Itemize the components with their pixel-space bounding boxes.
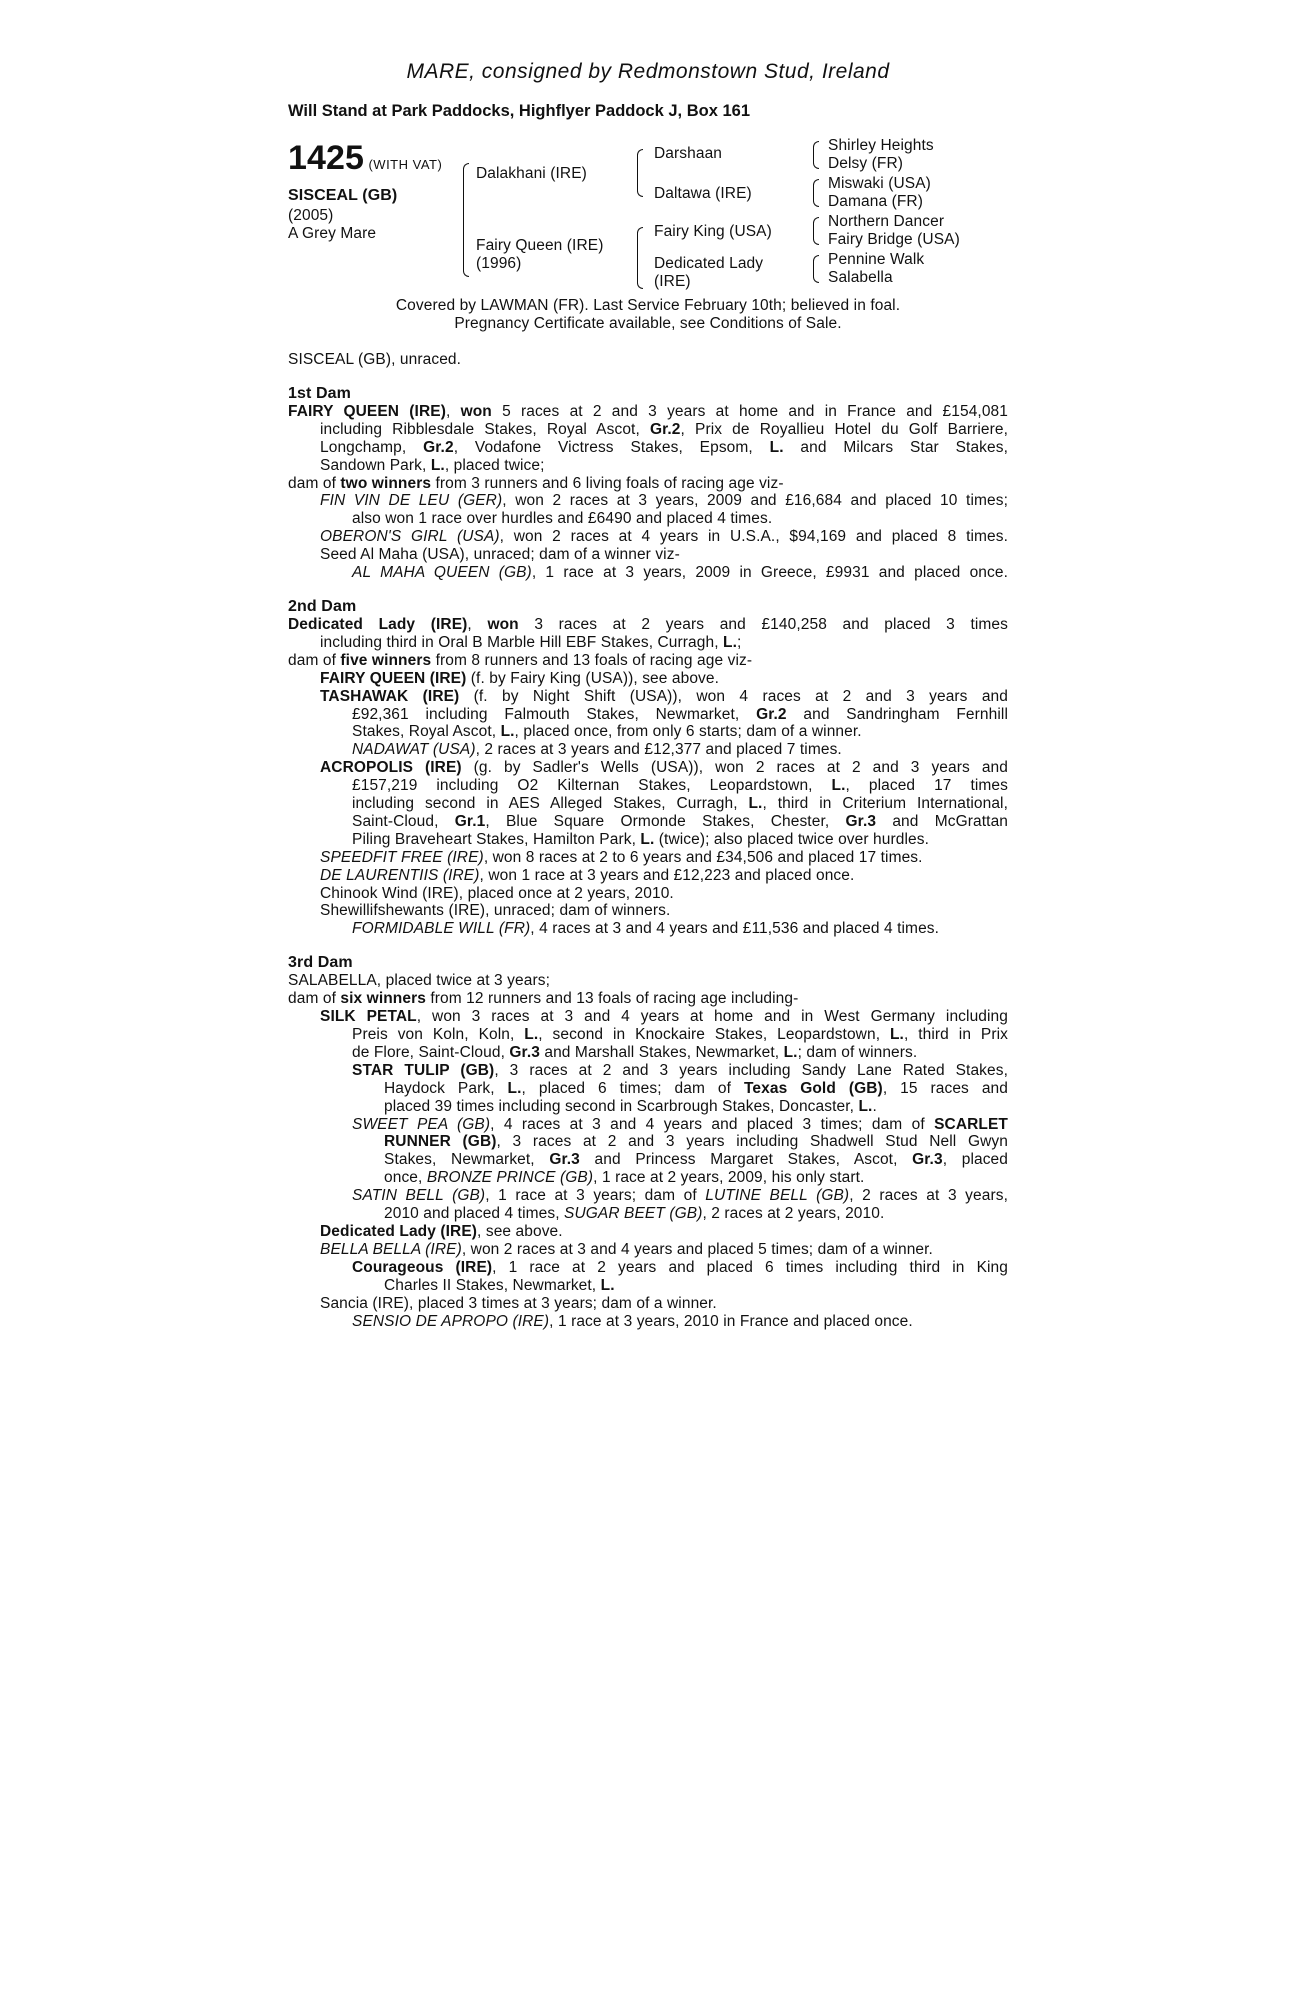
text-line: once, BRONZE PRINCE (GB), 1 race at 2 years, 2009, his only start. bbox=[384, 1169, 865, 1187]
text-line: £92,361 including Falmouth Stakes, Newmarket, Gr.2 and Sandringham Fernhill bbox=[352, 705, 1008, 723]
text-line: dam of six winners from 12 runners and 13 foals of racing age including- bbox=[288, 990, 799, 1008]
text-line: Dedicated Lady (IRE), won 3 races at 2 years and £140,258 and placed 3 times bbox=[288, 615, 1008, 633]
text-line: Preis von Koln, Koln, L., second in Knockaire Stakes, Leopardstown, L., third in Prix bbox=[352, 1026, 1009, 1043]
pedigree-dsd: Fairy Bridge (USA) bbox=[828, 231, 960, 248]
text-line: TASHAWAK (IRE) (f. by Night Shift (USA)), won 4 races at 2 and 3 years and bbox=[320, 687, 1009, 705]
section-heading: 3rd Dam bbox=[288, 954, 353, 972]
text-line: Piling Braveheart Stakes, Hamilton Park, L. (twice); also placed twice over hurdles. bbox=[352, 830, 929, 848]
catalogue-page bbox=[288, 60, 1008, 1346]
text-line: including Ribblesdale Stakes, Royal Ascot, Gr.2, Prix de Royallieu Hotel du Golf Barriere, bbox=[320, 420, 1008, 438]
horse-description: A Grey Mare bbox=[288, 225, 377, 242]
vat-note: (WITH VAT) bbox=[368, 157, 443, 172]
pedigree-brace bbox=[637, 227, 643, 289]
text-line: SENSIO DE APROPO (IRE), 1 race at 3 years, 2010 in France and placed once. bbox=[352, 1312, 913, 1330]
text-line: Stakes, Newmarket, Gr.3 and Princess Margaret Stakes, Ascot, Gr.3, placed bbox=[384, 1151, 1008, 1169]
text-line: also won 1 race over hurdles and £6490 and placed 4 times. bbox=[352, 510, 773, 528]
text-line: including third in Oral B Marble Hill EBF Stakes, Curragh, L.; bbox=[320, 633, 742, 651]
text-line: FIN VIN DE LEU (GER), won 2 races at 3 years, 2009 and £16,684 and placed 10 times; bbox=[320, 492, 1008, 510]
text-line: including second in AES Alleged Stakes, Curragh, L., third in Criterium International, bbox=[352, 795, 1008, 813]
text-line: SALABELLA, placed twice at 3 years; bbox=[288, 972, 550, 990]
pedigree-sire: Dalakhani (IRE) bbox=[476, 165, 587, 182]
text-line: Longchamp, Gr.2, Vodafone Victress Stakes, Epsom, L. and Milcars Star Stakes, bbox=[320, 438, 1008, 456]
section-heading: 2nd Dam bbox=[288, 597, 357, 615]
text-line: Saint-Cloud, Gr.1, Blue Square Ormonde Stakes, Chester, Gr.3 and McGrattan bbox=[352, 812, 1009, 830]
text-line: DE LAURENTIIS (IRE), won 1 race at 3 years and £12,223 and placed once. bbox=[320, 866, 855, 884]
text-line: de Flore, Saint-Cloud, Gr.3 and Marshall Stakes, Newmarket, L.; dam of winners. bbox=[352, 1043, 918, 1061]
pedigree-ssd: Delsy (FR) bbox=[828, 155, 904, 172]
pedigree-brace bbox=[813, 217, 819, 245]
pedigree-dam-dam-suffix: (IRE) bbox=[654, 273, 691, 290]
text-line: Chinook Wind (IRE), placed once at 2 years, 2010. bbox=[320, 884, 674, 902]
consignor-line: MARE, consigned by Redmonstown Stud, Ireland bbox=[406, 60, 890, 83]
text-line: OBERON'S GIRL (USA), won 2 races at 4 years in U.S.A., $94,169 and placed 8 times. bbox=[320, 528, 1009, 546]
text-line: £157,219 including O2 Kilternan Stakes, Leopardstown, L., placed 17 times bbox=[352, 777, 1009, 795]
text-line: Sandown Park, L., placed twice; bbox=[320, 456, 545, 474]
text-line: dam of five winners from 8 runners and 13 foals of racing age viz- bbox=[288, 651, 753, 669]
pedigree-brace bbox=[637, 149, 643, 197]
pedigree-dds: Pennine Walk bbox=[828, 251, 925, 268]
pregnancy-line: Pregnancy Certificate available, see Conditions of Sale. bbox=[454, 315, 842, 332]
text-line: 2010 and placed 4 times, SUGAR BEET (GB), 2 races at 2 years, 2010. bbox=[384, 1205, 885, 1223]
pedigree-brace bbox=[813, 255, 819, 283]
text-line: NADAWAT (USA), 2 races at 3 years and £12,377 and placed 7 times. bbox=[352, 741, 842, 759]
pedigree-dam-dam: Dedicated Lady bbox=[654, 255, 764, 272]
text-line: Haydock Park, L., placed 6 times; dam of Texas Gold (GB), 15 races and bbox=[384, 1079, 1008, 1097]
text-line: AL MAHA QUEEN (GB), 1 race at 3 years, 2009 in Greece, £9931 and placed once. bbox=[352, 564, 1008, 582]
horse-year: (2005) bbox=[288, 207, 334, 224]
text-line: SILK PETAL, won 3 races at 3 and 4 years at home and in West Germany including bbox=[320, 1008, 1008, 1026]
text-line: STAR TULIP (GB), 3 races at 2 and 3 years including Sandy Lane Rated Stakes, bbox=[352, 1061, 1008, 1079]
text-line: SATIN BELL (GB), 1 race at 3 years; dam of LUTINE BELL (GB), 2 races at 3 years, bbox=[352, 1187, 1008, 1205]
horse-name: SISCEAL (GB) bbox=[288, 187, 398, 204]
pedigree-sds: Miswaki (USA) bbox=[828, 175, 931, 192]
text-line: FAIRY QUEEN (IRE) (f. by Fairy King (USA)), see above. bbox=[320, 669, 720, 687]
text-line: SPEEDFIT FREE (IRE), won 8 races at 2 to 6 years and £34,506 and placed 17 times. bbox=[320, 848, 923, 866]
text-line: Sancia (IRE), placed 3 times at 3 years; dam of a winner. bbox=[320, 1294, 717, 1312]
text-line: dam of two winners from 3 runners and 6 living foals of racing age viz- bbox=[288, 474, 784, 492]
pedigree-sire-sire: Darshaan bbox=[654, 145, 723, 162]
pedigree-brace bbox=[463, 163, 469, 277]
pedigree-ddd: Salabella bbox=[828, 269, 893, 286]
pedigree-dss: Northern Dancer bbox=[828, 213, 945, 230]
pedigree-sss: Shirley Heights bbox=[828, 137, 934, 154]
text-line: ACROPOLIS (IRE) (g. by Sadler's Wells (USA)), won 2 races at 2 and 3 years and bbox=[320, 759, 1008, 777]
lot-heading bbox=[288, 141, 442, 175]
pedigree-dam: Fairy Queen (IRE) bbox=[476, 237, 604, 254]
text-line: Courageous (IRE), 1 race at 2 years and placed 6 times including third in King bbox=[352, 1258, 1008, 1276]
text-line: Dedicated Lady (IRE), see above. bbox=[320, 1222, 563, 1240]
location-line: Will Stand at Park Paddocks, Highflyer Paddock J, Box 161 bbox=[288, 102, 750, 120]
pedigree-sdd: Damana (FR) bbox=[828, 193, 923, 210]
produce-intro: SISCEAL (GB), unraced. bbox=[288, 351, 462, 368]
pedigree-brace bbox=[813, 141, 819, 169]
text-line: FAIRY QUEEN (IRE), won 5 races at 2 and 3 years at home and in France and £154,081 bbox=[288, 402, 1008, 420]
first-dam-section bbox=[288, 385, 1008, 582]
section-heading: 1st Dam bbox=[288, 384, 351, 402]
text-line: Charles II Stakes, Newmarket, L. bbox=[384, 1276, 615, 1294]
pedigree-sire-dam: Daltawa (IRE) bbox=[654, 185, 752, 202]
pedigree-dam-year: (1996) bbox=[476, 255, 522, 272]
second-dam-section bbox=[288, 598, 1008, 938]
pedigree-block bbox=[288, 137, 1008, 297]
lot-number: 1425 bbox=[288, 139, 365, 177]
text-line: RUNNER (GB), 3 races at 2 and 3 years including Shadwell Stud Nell Gwyn bbox=[384, 1133, 1008, 1151]
pedigree-dam-sire: Fairy King (USA) bbox=[654, 223, 772, 240]
text-line: SWEET PEA (GB), 4 races at 3 and 4 years and placed 3 times; dam of SCARLET bbox=[352, 1115, 1008, 1133]
text-line: Shewillifshewants (IRE), unraced; dam of winners. bbox=[320, 902, 671, 920]
covered-note bbox=[288, 297, 1008, 333]
third-dam-section bbox=[288, 954, 1008, 1330]
text-line: FORMIDABLE WILL (FR), 4 races at 3 and 4 years and £11,536 and placed 4 times. bbox=[352, 920, 940, 938]
text-line: placed 39 times including second in Scarbrough Stakes, Doncaster, L.. bbox=[384, 1097, 877, 1115]
covered-line: Covered by LAWMAN (FR). Last Service February 10th; believed in foal. bbox=[395, 297, 901, 314]
text-line: Seed Al Maha (USA), unraced; dam of a winner viz- bbox=[320, 546, 680, 564]
text-line: Stakes, Royal Ascot, L., placed once, from only 6 starts; dam of a winner. bbox=[352, 723, 862, 741]
text-line: BELLA BELLA (IRE), won 2 races at 3 and 4 years and placed 5 times; dam of a winner. bbox=[320, 1240, 933, 1258]
pedigree-brace bbox=[813, 179, 819, 207]
